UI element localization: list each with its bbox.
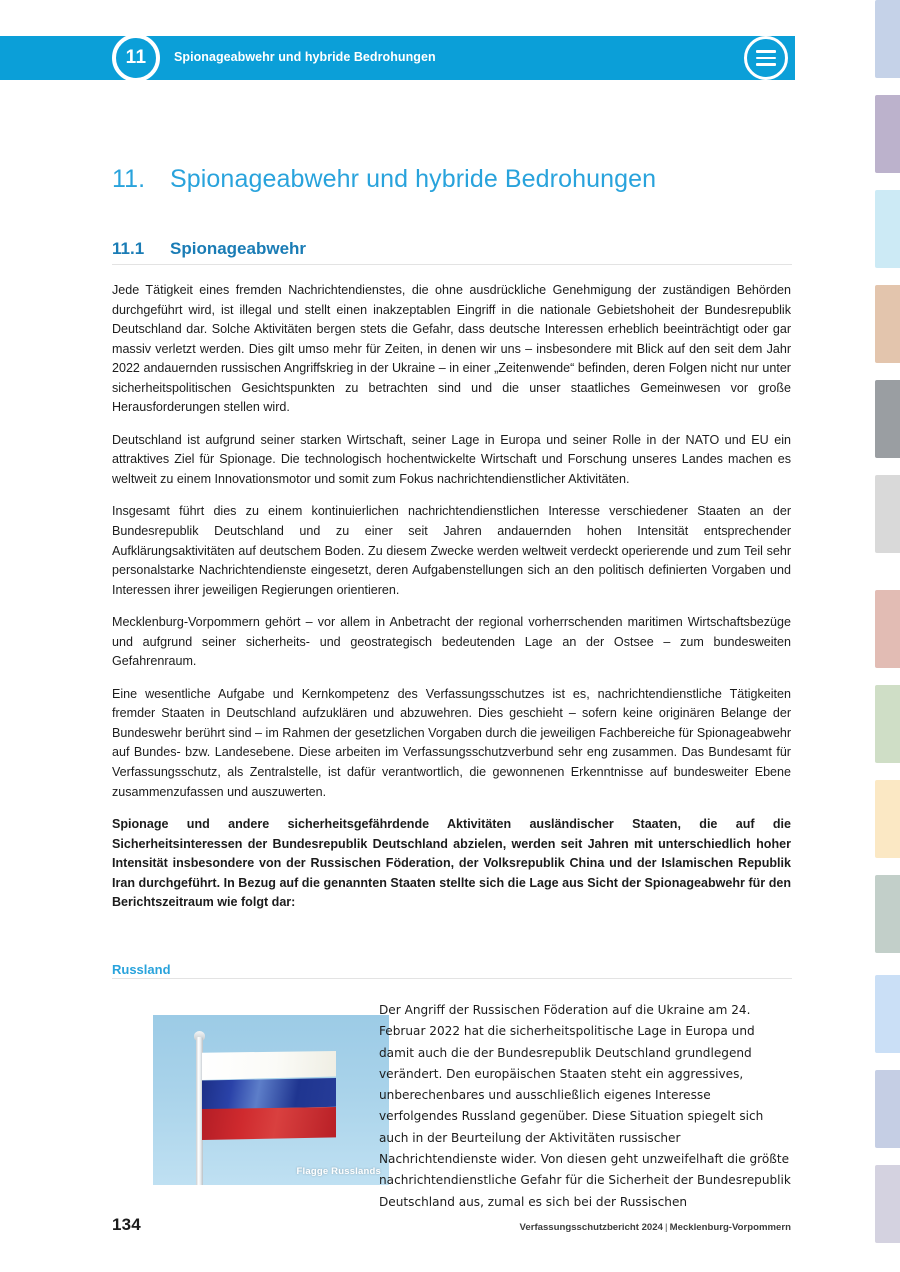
body-paragraph: Eine wesentliche Aufgabe und Kernkompetenz des Verfassungsschutzes ist es, nachrichtendienstliche Tätigkeiten fremder Staaten in Deutschland aufzuklären und abzuwehren. Dies geschieht – sofern keine originären Belange der Bundeswehr berührt sind – im Rahmen der gesetzlichen Vorgaben durch die jeweiligen Fachbereiche für Spionageabwehr auf Bundes- bzw. Landesebene. Diese arbeiten im Verfassungsschutzverbund sehr eng zusammen. Das Bundesamt für Verfassungsschutz, als Zentralstelle, ist dafür verantwortlich, die gewonnenen Erkenntnisse auf bundesweiter Ebene zusammenzufassen und auszuwerten. [112,686,791,799]
body-paragraph: Deutschland ist aufgrund seiner starken Wirtschaft, seiner Lage in Europa und seiner Rolle in der NATO und EU ein attraktives Ziel für Spionage. Die technologisch hochentwickelte Wirtschaft und Forschung unseres Landes machen es weltweit zu einem Innovationsmotor und somit zum Fokus nachrichtendienstlicher Aktivitäten. [112,432,791,486]
section-heading-text: Spionageabwehr [170,239,307,259]
chapter-tab-1[interactable] [875,0,900,78]
chapter-heading [112,165,792,194]
footer-separator: | [664,1222,668,1233]
chapter-tab-10[interactable] [875,875,900,953]
subsection-heading-russland: Russland [112,962,171,977]
body-text-column [112,281,791,913]
footer-note [520,1222,792,1233]
subsection-divider [112,978,792,979]
hamburger-menu-icon[interactable] [744,36,788,80]
hamburger-line-2 [756,57,776,60]
chapter-tab-9[interactable] [875,780,900,858]
hamburger-line-3 [756,63,776,66]
running-header-title: Spionageabwehr und hybride Bedrohungen [174,50,436,64]
chapter-tab-8[interactable] [875,685,900,763]
section-heading [112,239,792,259]
section-heading-number: 11.1 [112,239,145,259]
chapter-tab-strip [875,0,900,1272]
body-paragraph: Mecklenburg-Vorpommern gehört – vor allem in Anbetracht der regional vorherrschenden maritimen Wirtschaftsbezüge und aufgrund seiner sicherheits- und geostrategisch bedeutenden Lage an der Ostsee – zum bundesweiten Gefahrenraum. [112,615,791,669]
body-paragraph: Jede Tätigkeit eines fremden Nachrichtendienstes, die ohne ausdrückliche Genehmigung der zuständigen Behörden durchgeführt wird, ist illegal und stellt einen inakzeptablen Eingriff in die nationale Gebietshoheit der Bundesrepublik Deutschland dar. Solche Aktivitäten bergen stets die Gefahr, dass deutsche Interessen erheblich beeinträchtigt oder gar massiv verletzt werden. Dies gilt umso mehr für Zeiten, in denen wir uns – insbesondere mit Blick auf den seit dem Jahr 2022 andauernden russischen Angriffskrieg in der Ukraine – in einer „Zeitenwende“ befinden, deren Folgen nicht nur unter sicherheitspolitischen Gesichtspunkten zu betrachten sind und die unser staatliches Gemeinwesen vor große Herausforderungen stellen wird. [112,283,791,415]
flag-band-blue [202,1078,336,1110]
figure-caption: Flagge Russlands [296,1166,381,1177]
chapter-tab-5[interactable] [875,380,900,458]
chapter-tab-2[interactable] [875,95,900,173]
chapter-heading-number: 11. [112,164,146,193]
footer-report-title: Verfassungsschutzbericht 2024 [519,1222,663,1233]
footer-state: Mecklenburg-Vorpommern [669,1222,791,1233]
side-paragraph: Der Angriff der Russischen Föderation auf die Ukraine am 24. Februar 2022 hat die sicherheitspolitische Lage in Europa und damit auch die der Bundesrepublik Deutschland grundlegend verändert. Den europäischen Staaten steht ein aggressives, unberechenbares und ausschließlich eigenes Interesse verfolgendes Russland gegenüber. Diese Situation spiegelt sich auch in der Beurteilung der Aktivitäten russischer Nachrichtendienste wider. Von diesen geht unzweifelhaft die größte nachrichtendienstliche Gefahr für die Sicherheit der Bundesrepublik Deutschland aus, zumal es sich bei der Russischen [379,1003,791,1209]
chapter-tab-7[interactable] [875,590,900,668]
flag-band-red [202,1107,336,1140]
flag-band-white [202,1051,336,1080]
chapter-heading-text: Spionageabwehr und hybride Bedrohungen [170,164,657,193]
hamburger-line-1 [756,50,776,53]
chapter-tab-11[interactable] [875,975,900,1053]
section-divider [112,264,792,265]
body-paragraph: Insgesamt führt dies zu einem kontinuierlichen nachrichtendienstlichen Interesse verschiedener Staaten an der Bundesrepublik Deutschland und zu einer seit Jahren andauernden hohen Intensität entsprechender Aufklärungsaktivitäten auf deutschem Boden. Zu diesem Zwecke werden weltweit verdeckt operierende und zum Teil sehr personalstarke Nachrichtendienste eingesetzt, deren Aufgabenstellungen sich an den politisch definierten Vorgaben und Interessen ihrer jeweiligen Regierungen orientieren. [112,504,791,597]
chapter-tab-6[interactable] [875,475,900,553]
chapter-number-badge [112,34,160,82]
figure-side-text-column [379,1000,791,1213]
page-number: 134 [112,1215,141,1234]
chapter-tab-4[interactable] [875,285,900,363]
chapter-number-badge-label: 11 [125,47,147,68]
flag-graphic [202,1051,336,1139]
russian-flag-photo [153,1015,389,1185]
chapter-tab-3[interactable] [875,190,900,268]
body-paragraph-bold: Spionage und andere sicherheitsgefährdende Aktivitäten ausländischer Staaten, die auf die Sicherheitsinteressen der Bundesrepublik Deutschland abzielen, werden seit Jahren mit unterschiedlich hoher Intensität insbesondere von der Russischen Föderation, der Volksrepublik China und der Islamischen Republik Iran durchgeführt. In Bezug auf die genannten Staaten stellte sich die Lage aus Sicht der Spionageabwehr für den Berichtszeitraum wie folgt dar: [112,817,791,910]
chapter-tab-12[interactable] [875,1070,900,1148]
chapter-tab-13[interactable] [875,1165,900,1243]
